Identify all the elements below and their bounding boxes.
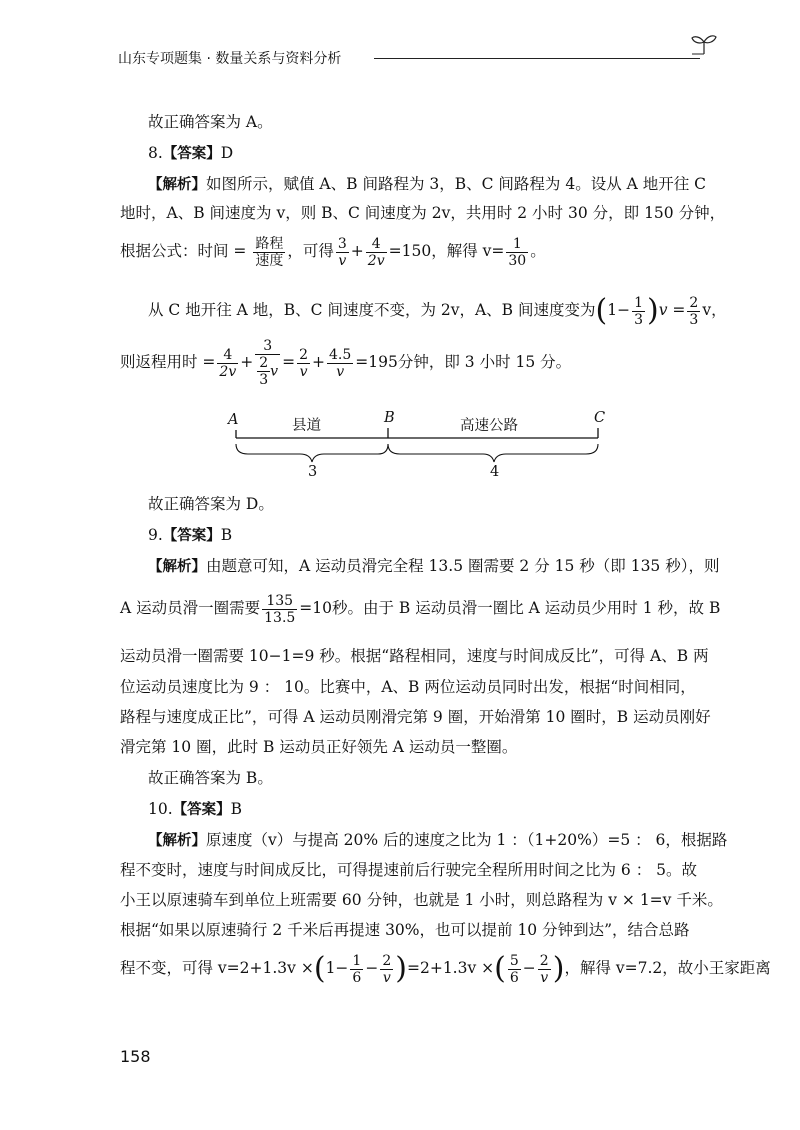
q10-line1-text: 原速度（v）与提高 20% 后的速度之比为 1 ：（1+20%）=5 ： 6，根据路 xyxy=(206,831,728,849)
q9-analysis-line4: 位运动员速度比为 9 ： 10。比赛中，A、B 两位运动员同时出发，根据“时间相同， xyxy=(120,678,696,696)
minus-sign-2: − xyxy=(522,959,536,977)
q10-answer-tag: 【答案】 xyxy=(172,802,231,818)
fraction-2-over-3-nested: $\frac{2}{3}$ xyxy=(259,355,269,388)
q10-analysis-line1 xyxy=(148,830,728,851)
q10-line5-pre: 程不变，可得 v=2+1.3v × xyxy=(120,959,314,977)
q8-line1-text: 如图所示，赋值 A、B 间路程为 3，B、C 间路程为 4。设从 A 地开往 C xyxy=(206,175,707,193)
point-c-label: C xyxy=(594,410,606,426)
close-paren-2: ) xyxy=(552,951,565,986)
q8-line5-pre: 则返程用时 = xyxy=(120,353,216,371)
fraction-1-over-3: $\frac{1}{3}$ xyxy=(634,294,643,328)
q8-line4-pre: 从 C 地开往 A 地，B、C 间速度不变，为 2v，A、B 间速度变为 xyxy=(148,301,596,319)
q9-answer-letter: B xyxy=(220,526,233,544)
q7-conclusion: 故正确答案为 A。 xyxy=(148,113,273,131)
q10-answer-line xyxy=(148,799,712,820)
fraction-2-over-v: $\frac{2}{v}$ xyxy=(382,952,392,986)
q10-answer-letter: B xyxy=(230,800,243,818)
page-number: 158 xyxy=(120,1047,151,1066)
q8-answer-letter: D xyxy=(220,144,234,162)
open-paren: ( xyxy=(313,951,326,986)
q8-formula-pre: 根据公式：时间 = xyxy=(120,242,247,260)
segment-ab-label: 县道 xyxy=(292,418,321,434)
sprout-icon xyxy=(690,32,718,56)
q9-line1-text: 由题意可知，A 运动员滑完全程 13.5 圈需要 2 分 15 秒（即 135 秒），则 xyxy=(206,557,720,575)
q9-analysis-line1 xyxy=(148,556,720,577)
q10-analysis-line2: 程不变时，速度与时间成反比，可得提速前后行驶完全程所用时间之比为 6 ： 5。故 xyxy=(120,861,698,879)
fraction-4.5-over-v: $\frac{4.5}{v}$ xyxy=(329,346,352,380)
q9-conclusion: 故正确答案为 B。 xyxy=(148,769,273,787)
q10-analysis-line4: 根据“如果以原速骑行 2 千米后再提速 30%，也可以提前 10 分钟到达”，结合总路 xyxy=(120,921,690,939)
q10-analysis-line3: 小王以原速骑车到单位上班需要 60 分钟，也就是 1 小时，则总路程为 v × 1=v 千米。 xyxy=(120,891,723,909)
q8-number: 8. xyxy=(148,144,163,162)
fraction-1-over-6: $\frac{1}{6}$ xyxy=(352,952,362,986)
nested-v: v xyxy=(270,363,279,380)
q9-answer-line xyxy=(148,525,712,546)
equals-sign: = xyxy=(282,353,296,371)
fraction-2-over-v: $\frac{2}{v}$ xyxy=(299,346,309,380)
open-paren-2: ( xyxy=(494,951,506,986)
q8-formula-line xyxy=(120,234,712,269)
point-b-label: B xyxy=(384,410,395,426)
q9-analysis-line5: 路程与速度成正比”，可得 A 运动员刚滑完第 9 圈，开始滑第 10 圈时，B 运动员刚好 xyxy=(120,708,711,726)
q8-line4-end: v， xyxy=(702,301,727,319)
q8-conclusion: 故正确答案为 D。 xyxy=(148,495,274,513)
fraction-4-over-2v: $\frac{4}{2v}$ xyxy=(367,235,385,269)
fraction-5-over-6: $\frac{5}{6}$ xyxy=(509,952,519,986)
header-rule xyxy=(374,58,700,59)
q8-formula-end: 。 xyxy=(530,242,546,260)
fraction-distance-over-speed: $\frac{\text{路程}}{\text{速度}}$ xyxy=(255,235,284,269)
close-paren: ) xyxy=(647,293,659,328)
q8-analysis-tag: 【解析】 xyxy=(148,177,206,193)
q9-analysis-tag: 【解析】 xyxy=(148,559,206,575)
point-a-label: A xyxy=(228,412,239,428)
q10-number: 10. xyxy=(148,800,173,818)
v-equals: v = xyxy=(658,301,686,319)
q10-analysis-tag: 【解析】 xyxy=(148,833,206,849)
fraction-3-over-two-thirds-v: 3 $\frac{2}{3}$ v xyxy=(255,338,280,388)
q8-eq150: =150，解得 v= xyxy=(388,242,505,260)
route-diagram xyxy=(228,410,608,480)
q10-mid: =2+1.3v × xyxy=(406,959,495,977)
brace-bc xyxy=(388,444,598,462)
one-minus: 1− xyxy=(325,959,349,977)
running-header xyxy=(118,44,718,68)
q8-formula-mid: ，可得 xyxy=(287,242,334,260)
fraction-2-over-v-2: $\frac{2}{v}$ xyxy=(539,952,549,986)
length-bc-label: 4 xyxy=(490,464,500,480)
q9-analysis-line6: 滑完第 10 圈，此时 B 运动员正好领先 A 运动员一整圈。 xyxy=(120,738,518,756)
plus-sign: + xyxy=(350,242,364,260)
q8-answer-line xyxy=(148,143,712,164)
q9-answer-tag: 【答案】 xyxy=(162,528,221,544)
fraction-1-over-30: $\frac{1}{30}$ xyxy=(508,235,527,269)
q8-analysis-line1 xyxy=(148,174,712,195)
q8-return-speed-line xyxy=(148,290,727,330)
q9-analysis-line2 xyxy=(120,590,721,626)
fraction-3-over-v: $\frac{3}{v}$ xyxy=(337,235,347,269)
open-paren: ( xyxy=(595,293,608,328)
length-ab-label: 3 xyxy=(308,464,318,480)
q10-line5-end: ，解得 v=7.2，故小王家距离 xyxy=(564,959,771,977)
q8-analysis-line2: 地时，A、B 间速度为 v，则 B、C 间速度为 2v，共用时 2 小时 30 分，即 150 分钟， xyxy=(120,204,726,222)
q9-line2-end: =10秒。由于 B 运动员滑一圈比 A 运动员少用时 1 秒，故 B xyxy=(299,599,721,617)
nested-denominator xyxy=(255,355,280,388)
q9-line2-pre: A 运动员滑一圈需要 xyxy=(120,599,261,617)
q8-answer-tag: 【答案】 xyxy=(162,146,221,162)
q8-line5-end: =195分钟，即 3 小时 15 分。 xyxy=(355,353,572,371)
q8-return-time-line: 则返程用时 = $\frac{4}{2v}$ + 3 $\frac{2}{3}$ v = $\frac{2}{v}$ + $\frac{4.5}{v}$ =195分钟，即 3 小时 15 分。 xyxy=(120,338,572,388)
brace-ab xyxy=(236,444,388,462)
q9-analysis-line3: 运动员滑一圈需要 10−1=9 秒。根据“路程相同，速度与时间成反比”，可得 A、B 两 xyxy=(120,647,709,665)
close-paren: ) xyxy=(395,951,407,986)
minus-sign: − xyxy=(365,959,379,977)
one-minus: 1− xyxy=(607,301,631,319)
route-diagram-svg xyxy=(228,410,608,480)
fraction-135-over-13.5: $\frac{135}{13.5}$ xyxy=(264,592,296,626)
q9-number: 9. xyxy=(148,526,163,544)
segment-bc-label: 高速公路 xyxy=(460,418,518,434)
fraction-2-over-3: $\frac{2}{3}$ xyxy=(689,294,699,328)
header-title: 山东专项题集 · 数量关系与资料分析 xyxy=(118,51,342,67)
q10-analysis-line5 xyxy=(120,948,771,988)
fraction-4-over-2v-b: $\frac{4}{2v}$ xyxy=(219,346,237,380)
